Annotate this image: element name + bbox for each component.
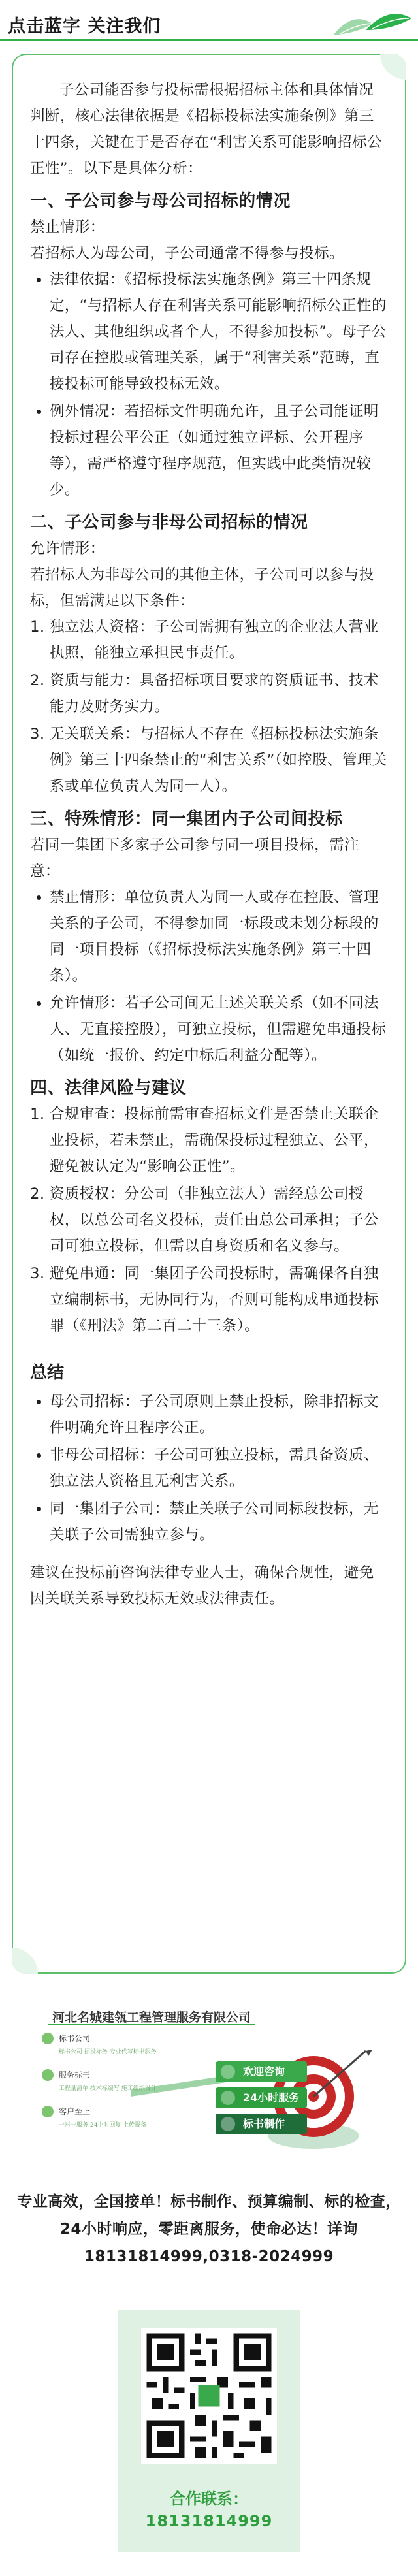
list-item: 1. 合规审查：投标前需审查招标文件是否禁止关联企业投标，若未禁止，需确保投标过程独立、公平，避免被认定为“影响公正性”。 xyxy=(50,1101,388,1180)
pill-label: 标书制作 xyxy=(243,2117,285,2130)
promo-text: 专业高效，全国接单！标书制作、预算编制、标的检查，24小时响应，零距离服务，使命必达！详询18131814999,0318-2024999 xyxy=(17,2193,401,2265)
article-header xyxy=(0,0,418,47)
banner-item-sub: 一对一服务 24小时回复 上传报备 xyxy=(59,2122,147,2129)
section-heading-2: 二、子公司参与非母公司招标的情况 xyxy=(30,513,308,532)
intro-paragraph: 子公司能否参与投标需根据招标主体和具体情况判断，核心法律依据是《招标投标法实施条例》第三十四条，关键在于是否存在“利害关系可能影响招标公正性”。以下是具体分析： xyxy=(30,82,382,177)
contact-label: 合作联系： xyxy=(170,2490,248,2508)
clock-icon xyxy=(221,2091,235,2105)
card-corner-decoration xyxy=(12,1948,38,1974)
card-corner-decoration xyxy=(380,54,406,80)
list-item: 1. 独立法人资格：子公司需拥有独立的企业法人营业执照，能独立承担民事责任。 xyxy=(50,614,388,666)
list-item: 2. 资质授权：分公司（非独立法人）需经总公司授权，以总公司名义投标，责任由总公司承担；子公司可独立投标，但需以自身资质和名义参与。 xyxy=(50,1181,388,1259)
section-2-text: 若招标人为非母公司的其他主体，子公司可以参与投标，但需满足以下条件： xyxy=(30,566,374,609)
banner-item-name: 服务标书 xyxy=(59,2070,91,2080)
list-item: • 允许情形：若子公司间无上述关联关系（如不同法人、无直接控股），可独立投标，但需避免串通投标（如统一报价、约定中标后利益分配等）。 xyxy=(50,990,388,1069)
contact-phone[interactable]: 18131814999 xyxy=(145,2512,273,2530)
list-item: 3. 无关联关系：与招标人不存在《招标投标法实施条例》第三十四条禁止的“利害关系”（如控股、管理关系或单位负责人为同一人）。 xyxy=(50,721,388,799)
list-item: • 非母公司招标：子公司可独立投标，需具备资质、独立法人资格且无利害关系。 xyxy=(50,1442,388,1494)
banner-item-name: 标书公司 xyxy=(59,2034,91,2043)
banner-item-name: 客户至上 xyxy=(59,2107,91,2116)
banner-item xyxy=(42,2104,185,2141)
follow-us-title[interactable]: 点击蓝字 关注我们 xyxy=(8,16,161,37)
qr-code-icon[interactable] xyxy=(141,2328,277,2464)
company-name: 河北名城建瓴工程管理服务有限公司 xyxy=(52,2010,251,2025)
section-1-text: 若招标人为母公司，子公司通常不得参与投标。 xyxy=(30,245,344,262)
section-2-label: 允许情形： xyxy=(30,540,105,557)
article-body xyxy=(30,77,388,1612)
pill-consult xyxy=(216,2061,307,2082)
section-heading-1: 一、子公司参与母公司招标的情况 xyxy=(30,191,291,211)
section-3-list xyxy=(30,884,388,1069)
banner-service-list xyxy=(42,2031,185,2141)
summary-list xyxy=(30,1389,388,1548)
list-item: • 禁止情形：单位负责人为同一人或存在控股、管理关系的子公司，不得参加同一标段或未划分标段的同一项目投标（《招标投标法实施条例》第三十四条）。 xyxy=(50,884,388,989)
section-heading-3: 三、特殊情形：同一集团内子公司间投标 xyxy=(30,809,343,829)
list-item: • 同一集团子公司：禁止关联子公司同标段投标，无关联子公司需独立参与。 xyxy=(50,1496,388,1548)
banner-item-sub: 标书公司 招投标务 专业代写标书服务 xyxy=(59,2049,157,2055)
pill-label: 欢迎咨询 xyxy=(243,2065,285,2078)
banner-item xyxy=(42,2068,185,2104)
list-item: • 母公司招标：子公司原则上禁止投标，除非招标文件明确允许且程序公正。 xyxy=(50,1389,388,1441)
list-item: 2. 资质与能力：具备招标项目要求的资质证书、技术能力及财务实力。 xyxy=(50,668,388,720)
document-icon xyxy=(221,2117,235,2131)
pill-bid-writing xyxy=(216,2114,307,2134)
section-1-label: 禁止情形： xyxy=(30,219,105,236)
chat-icon xyxy=(221,2065,235,2079)
list-item: 3. 避免串通：同一集团子公司投标时，需确保各自独立编制标书，无协同行为，否则可能构成串通投标罪（《刑法》第二百二十三条）。 xyxy=(50,1261,388,1339)
closing-paragraph: 建议在投标前咨询法律专业人士，确保合规性，避免因关联关系导致投标无效或法律责任。 xyxy=(30,1564,374,1607)
section-1-list xyxy=(30,266,388,503)
service-dot-icon xyxy=(42,2033,54,2044)
section-2-list xyxy=(30,614,388,799)
pill-label: 24小时服务 xyxy=(243,2091,300,2104)
pill-24h xyxy=(216,2087,307,2108)
summary-heading: 总结 xyxy=(30,1363,65,1383)
list-item: • 法律依据：《招标投标法实施条例》第三十四条规定，“与招标人存在利害关系可能影响招标公正性的法人、其他组织或者个人，不得参加投标”。母子公司存在控股或管理关系，属于“利害关系”范畴，直接投标可能导致投标无效。 xyxy=(50,266,388,397)
section-4-list xyxy=(30,1101,388,1339)
service-dot-icon xyxy=(42,2069,54,2081)
leaf-decoration-icon xyxy=(327,4,418,42)
section-heading-4: 四、法律风险与建议 xyxy=(30,1078,187,1098)
list-item: • 例外情况：若招标文件明确允许，且子公司能证明投标过程公平公正（如通过独立评标、公开程序等），需严格遵守程序规范，但实践中此类情况较少。 xyxy=(50,398,388,503)
service-dot-icon xyxy=(42,2106,54,2117)
banner-item xyxy=(42,2031,185,2068)
banner-item-sub: 工程量清单 技术标编写 施工组织设计 xyxy=(59,2085,157,2092)
section-3-text: 若同一集团下多家子公司参与同一项目投标，需注意： xyxy=(30,837,359,880)
